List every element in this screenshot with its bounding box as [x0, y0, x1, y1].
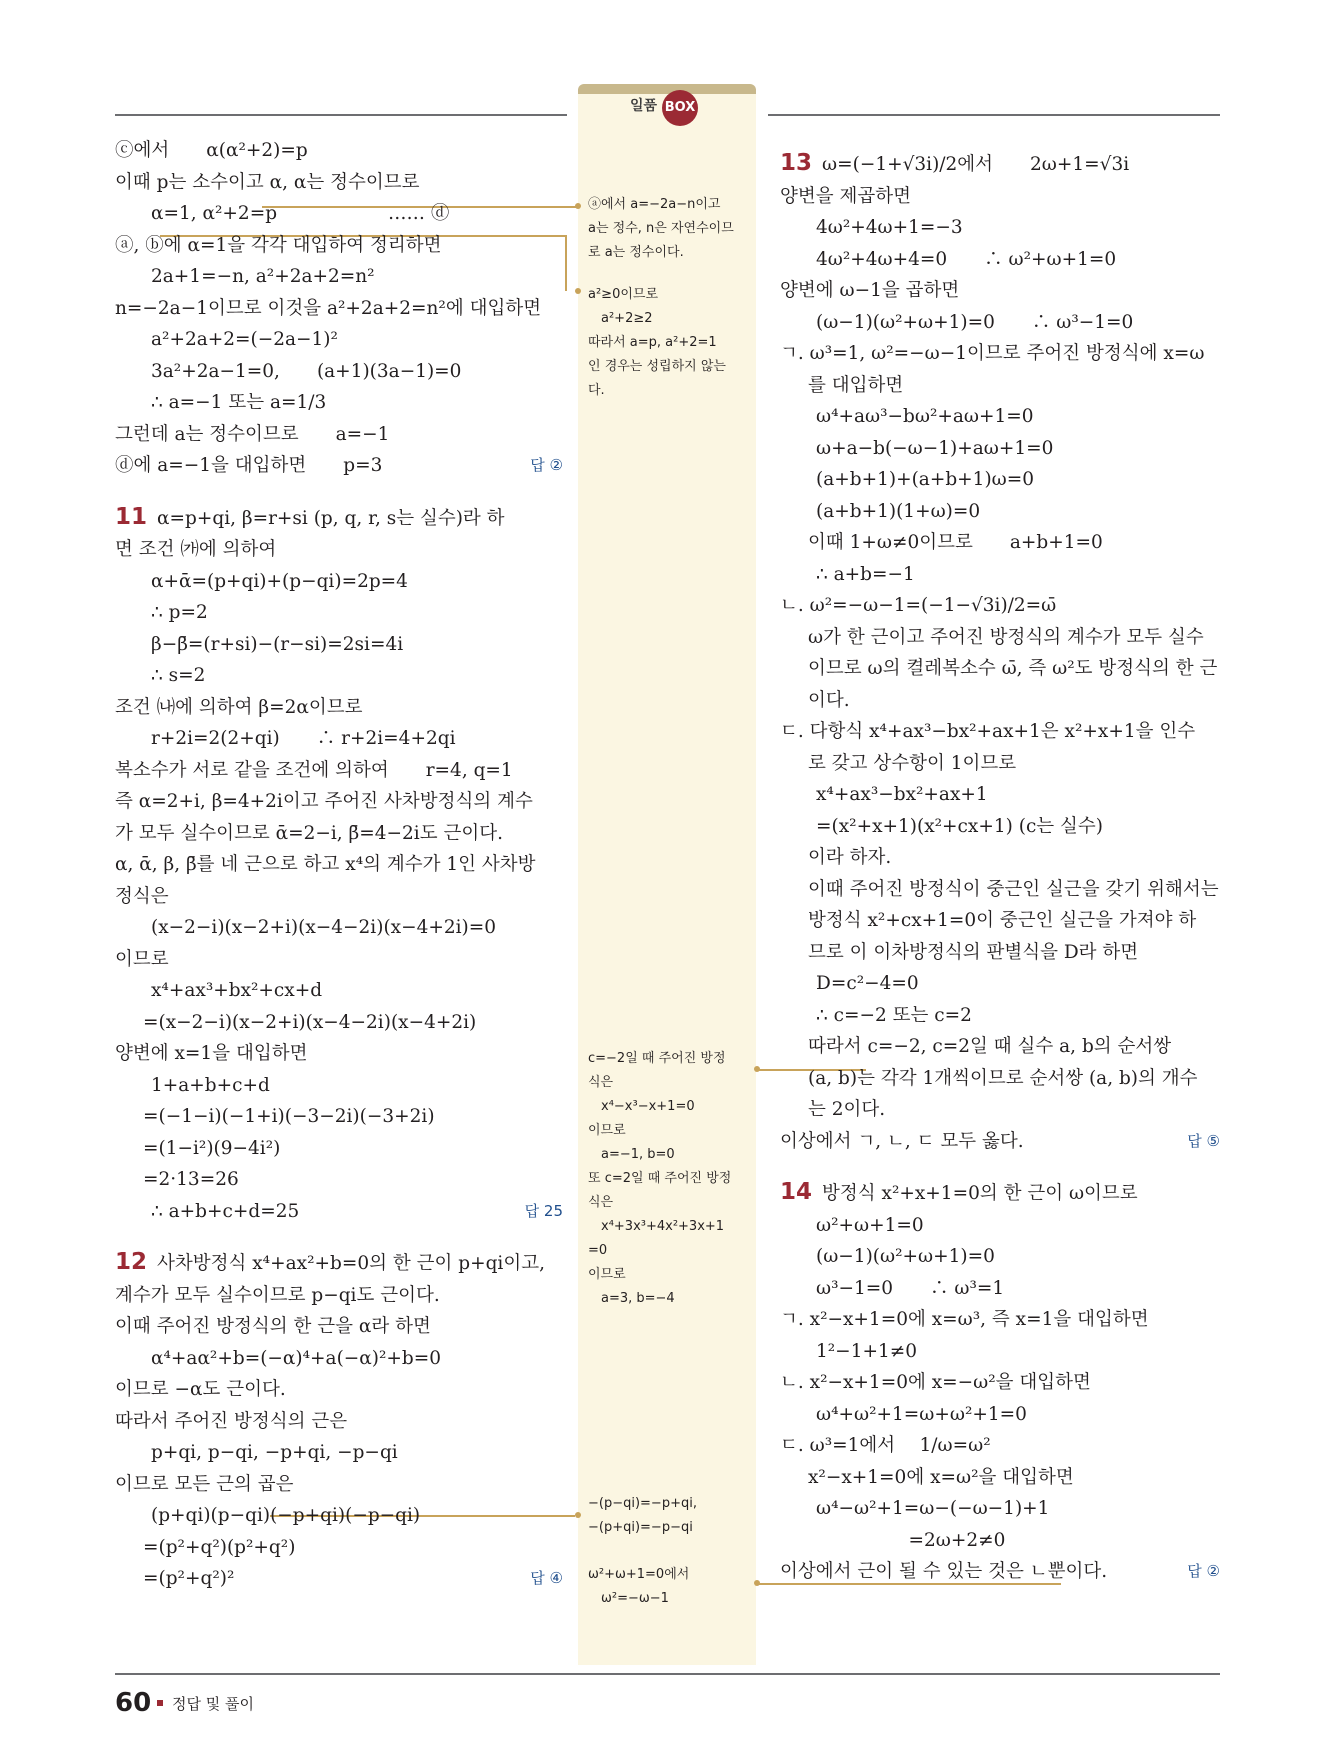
solution-line [115, 723, 563, 755]
solution-line [780, 653, 1220, 685]
line-text: ⓓ에 a=−1을 대입하면 p=3 [115, 455, 383, 476]
line-text: ∴ a=−1 또는 a=1/3 [151, 392, 327, 413]
paragraph-gap [115, 482, 563, 502]
solution-line [780, 1556, 1220, 1588]
solution-line [780, 1273, 1220, 1305]
line-text: 이상에서 근이 될 수 있는 것은 ㄴ뿐이다. [780, 1561, 1108, 1582]
solution-line [115, 975, 563, 1007]
solution-line [780, 1462, 1220, 1494]
line-text: ㄴ. ω²=−ω−1=(−1−√3i)/2=ω̄ [780, 595, 1057, 616]
line-text: 이라 하자. [808, 847, 892, 868]
line-text: 이때 주어진 방정식의 한 근을 α라 하면 [115, 1316, 431, 1337]
solution-line [115, 167, 563, 199]
side-note-line: ω²=−ω−1 [588, 1591, 669, 1606]
line-text: 이때 1+ω≠0이므로 a+b+1=0 [808, 532, 1103, 553]
line-text: (a+b+1)+(a+b+1)ω=0 [816, 469, 1035, 490]
line-text: 이므로 [115, 948, 169, 970]
line-text: D=c²−4=0 [816, 973, 919, 994]
side-note [588, 283, 750, 403]
solution-line [115, 818, 563, 850]
solution-line [115, 1070, 563, 1102]
line-text: =(p²+q²)(p²+q²) [143, 1536, 296, 1558]
line-text: 1²−1+1≠0 [816, 1340, 918, 1362]
line-text: =(−1−i)(−1+i)(−3−2i)(−3+2i) [143, 1106, 435, 1127]
solution-line [780, 968, 1220, 1000]
line-text: 조건 ㈏에 의하여 β=2α이므로 [115, 696, 363, 718]
solution-line [115, 944, 563, 976]
solution-line [115, 502, 563, 535]
side-note-line: a²+2≥2 [588, 311, 653, 326]
solution-line [780, 1031, 1220, 1063]
side-note-line: −(p−qi)=−p+qi, [588, 1496, 697, 1511]
line-text: 이므로 모든 근의 곱은 [115, 1473, 294, 1495]
line-text: 이므로 ω의 켤레복소수 ω̄, 즉 ω²도 방정식의 한 근 [808, 658, 1218, 679]
answer-mark: 답 ④ [530, 1569, 563, 1587]
solution-line [780, 1241, 1220, 1273]
line-text: n=−2a−1이므로 이것을 a²+2a+2=n²에 대입하면 [115, 297, 542, 319]
solution-line [780, 1126, 1220, 1158]
solution-line [780, 148, 1220, 181]
line-text: p+qi, p−qi, −p+qi, −p−qi [151, 1442, 398, 1463]
side-note-line: a는 정수, n은 자연수이므 [588, 221, 734, 236]
solution-line [780, 1000, 1220, 1032]
solution-line [780, 811, 1220, 843]
line-text: 4ω²+4ω+1=−3 [816, 217, 963, 238]
line-text: r+2i=2(2+qi) ∴ r+2i=4+2qi [151, 728, 456, 749]
solution-line [115, 1196, 563, 1228]
solution-line [780, 685, 1220, 717]
solution-line [115, 1280, 563, 1312]
line-text: ω⁴−ω²+1=ω−(−ω−1)+1 [816, 1498, 1050, 1519]
solution-line [115, 629, 563, 661]
solution-line [115, 135, 563, 167]
box-badge: BOX [662, 90, 698, 126]
solution-line [115, 293, 563, 325]
solution-line [780, 1063, 1220, 1095]
solution-line [115, 660, 563, 692]
solution-line [115, 1164, 563, 1196]
solution-line [115, 1247, 563, 1280]
solution-line [780, 748, 1220, 780]
box-title: 일품 [630, 98, 658, 114]
solution-line [780, 464, 1220, 496]
side-note-line: x⁴+3x³+4x²+3x+1 [588, 1219, 725, 1234]
line-text: 복소수가 서로 같을 조건에 의하여 r=4, q=1 [115, 759, 513, 781]
solution-line [115, 1101, 563, 1133]
line-text: 사차방정식 x⁴+ax²+b=0의 한 근이 p+qi이고, [157, 1253, 545, 1274]
solution-line [780, 401, 1220, 433]
solution-line [780, 1367, 1220, 1399]
line-text: x⁴+ax³+bx²+cx+d [151, 980, 323, 1001]
problem-number: 12 [115, 1249, 148, 1275]
side-note-line: =0 [588, 1243, 608, 1258]
solution-line [115, 1532, 563, 1564]
line-text: 이다. [808, 689, 850, 711]
line-text: ω+a−b(−ω−1)+aω+1=0 [816, 437, 1054, 459]
line-text: α, ᾱ, β, β̄를 네 근으로 하고 x⁴의 계수가 1인 사차방 [115, 854, 536, 875]
solution-line [780, 338, 1220, 370]
right-column [780, 148, 1220, 1588]
connector-dot [575, 1512, 581, 1518]
side-note-line: ⓐ에서 a=−2a−n이고 [588, 197, 721, 212]
side-note-line: 따라서 a=p, a²+2=1 [588, 335, 717, 350]
paragraph-gap [115, 1227, 563, 1247]
solution-line [780, 527, 1220, 559]
solution-line [115, 566, 563, 598]
solution-line [780, 1177, 1220, 1210]
line-text: 양변을 제곱하면 [780, 185, 911, 207]
solution-line [780, 842, 1220, 874]
line-text: 방정식 x²+x+1=0의 한 근이 ω이므로 [822, 1183, 1138, 1204]
solution-line [115, 1563, 563, 1595]
problem-number: 11 [115, 503, 148, 530]
solution-line [115, 1437, 563, 1469]
line-text: 방정식 x²+cx+1=0이 중근인 실근을 가져야 하 [808, 910, 1197, 931]
solution-line [115, 1038, 563, 1070]
line-text: 이상에서 ㄱ, ㄴ, ㄷ 모두 옳다. [780, 1130, 1024, 1152]
problem-number: 13 [780, 150, 813, 176]
line-text: ㄷ. ω³=1에서 1/ω=ω² [780, 1435, 991, 1456]
solution-line [780, 937, 1220, 969]
side-note-line: 인 경우는 성립하지 않는 [588, 359, 726, 374]
side-note-line: a²≥0이므로 [588, 287, 659, 302]
header-rule-left [115, 114, 567, 116]
ilpum-box-tab [578, 84, 756, 94]
solution-line [780, 1304, 1220, 1336]
page-number: 60 [115, 1688, 152, 1718]
side-note-line: a=3, b=−4 [588, 1291, 675, 1306]
line-text: ∴ a+b=−1 [816, 563, 915, 585]
solution-line [780, 1210, 1220, 1242]
connector-dot [575, 288, 581, 294]
side-note-line: 다. [588, 383, 605, 398]
solution-line [115, 1469, 563, 1501]
line-text: ω²+ω+1=0 [816, 1214, 924, 1236]
line-text: α=p+qi, β=r+si (p, q, r, s는 실수)라 하 [157, 507, 505, 529]
solution-line [780, 433, 1220, 465]
line-text: =(1−i²)(9−4i²) [143, 1137, 281, 1159]
line-text: (a+b+1)(1+ω)=0 [816, 500, 981, 522]
solution-line [115, 1007, 563, 1039]
solution-line [115, 198, 563, 230]
line-text: ω⁴+aω³−bω²+aω+1=0 [816, 406, 1034, 427]
solution-line [780, 181, 1220, 213]
line-text: β−β̄=(r+si)−(r−si)=2si=4i [151, 633, 404, 655]
solution-line [115, 692, 563, 724]
solution-line [115, 387, 563, 419]
footer-label: 정답 및 풀이 [172, 1695, 254, 1713]
solution-line [115, 1343, 563, 1375]
side-note-line: 또 c=2일 때 주어진 방정 [588, 1171, 732, 1186]
side-note-line: c=−2일 때 주어진 방정 [588, 1051, 726, 1066]
side-note-line: 이므로 [588, 1267, 626, 1282]
solution-line [115, 881, 563, 913]
line-text: α=1, α²+2=p …… ⓓ [151, 203, 450, 224]
line-text: (a, b)는 각각 1개씩이므로 순서쌍 (a, b)의 개수 [808, 1067, 1198, 1089]
solution-line [115, 1374, 563, 1406]
connector-line [565, 235, 567, 291]
solution-line [780, 212, 1220, 244]
solution-line [780, 905, 1220, 937]
solution-line [780, 496, 1220, 528]
solution-line [115, 849, 563, 881]
line-text: ⓐ, ⓑ에 α=1을 각각 대입하여 정리하면 [115, 234, 442, 256]
line-text: =(x²+x+1)(x²+cx+1) (c는 실수) [816, 815, 1104, 837]
solution-line [115, 419, 563, 451]
solution-line [780, 779, 1220, 811]
line-text: 즉 α=2+i, β=4+2i이고 주어진 사차방정식의 계수 [115, 791, 533, 812]
side-note [588, 1492, 750, 1540]
header-rule-right [768, 114, 1220, 116]
line-text: 양변에 x=1을 대입하면 [115, 1043, 308, 1064]
solution-line [780, 244, 1220, 276]
line-text: 양변에 ω−1을 곱하면 [780, 280, 960, 301]
left-column [115, 135, 563, 1595]
side-note-line: 로 a는 정수이다. [588, 245, 684, 260]
solution-line [115, 450, 563, 482]
solution-line [115, 786, 563, 818]
line-text: x⁴+ax³−bx²+ax+1 [816, 784, 988, 805]
line-text: x²−x+1=0에 x=ω²을 대입하면 [808, 1466, 1074, 1488]
line-text: 정식은 [115, 885, 169, 907]
solution-line [780, 1336, 1220, 1368]
line-text: ω³−1=0 ∴ ω³=1 [816, 1277, 1005, 1299]
solution-line [780, 1094, 1220, 1126]
line-text: 를 대입하면 [808, 374, 904, 396]
line-text: ∴ s=2 [151, 665, 206, 686]
line-text: α⁴+aα²+b=(−α)⁴+a(−α)²+b=0 [151, 1347, 442, 1369]
solution-line [115, 1311, 563, 1343]
line-text: 므로 이 이차방정식의 판별식을 D라 하면 [808, 941, 1139, 963]
footer-rule [115, 1673, 1220, 1675]
solution-line [115, 261, 563, 293]
line-text: 가 모두 실수이므로 ᾱ=2−i, β̄=4−2i도 근이다. [115, 822, 503, 844]
solution-line [780, 370, 1220, 402]
line-text: ㄱ. ω³=1, ω²=−ω−1이므로 주어진 방정식에 x=ω [780, 343, 1205, 364]
solution-line [780, 559, 1220, 591]
solution-line [115, 324, 563, 356]
line-text: 4ω²+4ω+4=0 ∴ ω²+ω+1=0 [816, 248, 1117, 270]
solution-line [780, 716, 1220, 748]
line-text: (p+qi)(p−qi)(−p+qi)(−p−qi) [151, 1505, 421, 1526]
line-text: 로 갖고 상수항이 1이므로 [808, 752, 1017, 774]
line-text: (ω−1)(ω²+ω+1)=0 [816, 1246, 995, 1267]
solution-line [780, 1430, 1220, 1462]
line-text: α+ᾱ=(p+qi)+(p−qi)=2p=4 [151, 570, 408, 592]
solution-line [780, 874, 1220, 906]
line-text: ω=(−1+√3i)/2에서 2ω+1=√3i [822, 154, 1130, 175]
solution-line [780, 275, 1220, 307]
answer-mark: 답 25 [524, 1201, 563, 1220]
line-text: 1+a+b+c+d [151, 1074, 270, 1096]
solution-line [780, 307, 1220, 339]
side-note-line: ω²+ω+1=0에서 [588, 1567, 690, 1582]
line-text: 그런데 a는 정수이므로 a=−1 [115, 423, 390, 445]
line-text: ㄷ. 다항식 x⁴+ax³−bx²+ax+1은 x²+x+1을 인수 [780, 721, 1196, 742]
side-note-line: 식은 [588, 1195, 614, 1210]
side-note-line: a=−1, b=0 [588, 1147, 675, 1162]
solution-line [780, 590, 1220, 622]
line-text: 3a²+2a−1=0, (a+1)(3a−1)=0 [151, 360, 462, 382]
line-text: ⓒ에서 α(α²+2)=p [115, 140, 308, 161]
side-note [588, 193, 750, 265]
line-text: =(p²+q²)² [143, 1568, 235, 1589]
side-note-line: x⁴−x³−x+1=0 [588, 1099, 695, 1114]
solution-line [780, 622, 1220, 654]
line-text: =(x−2−i)(x−2+i)(x−4−2i)(x−4+2i) [143, 1011, 477, 1033]
line-text: =2ω+2≠0 [816, 1529, 1006, 1551]
answer-mark: 답 ② [1187, 1562, 1220, 1580]
solution-line [115, 1500, 563, 1532]
line-text: ∴ c=−2 또는 c=2 [816, 1004, 972, 1026]
solution-line [115, 356, 563, 388]
answer-mark: 답 ② [530, 456, 563, 474]
line-text: ω가 한 근이고 주어진 방정식의 계수가 모두 실수 [808, 626, 1204, 648]
line-text: ω⁴+ω²+1=ω+ω²+1=0 [816, 1403, 1027, 1425]
side-note [588, 1563, 750, 1611]
line-text: ㄱ. x²−x+1=0에 x=ω³, 즉 x=1을 대입하면 [780, 1309, 1149, 1330]
line-text: 따라서 c=−2, c=2일 때 실수 a, b의 순서쌍 [808, 1036, 1172, 1057]
line-text: ∴ a+b+c+d=25 [151, 1200, 300, 1222]
side-note [588, 1047, 750, 1311]
solution-line [115, 534, 563, 566]
line-text: ∴ p=2 [151, 602, 208, 623]
paragraph-gap [780, 1157, 1220, 1177]
line-text: 2a+1=−n, a²+2a+2=n² [151, 266, 375, 287]
solution-line [115, 755, 563, 787]
line-text: 면 조건 ㈎에 의하여 [115, 539, 277, 560]
solution-line [115, 597, 563, 629]
solution-line [115, 1133, 563, 1165]
line-text: 따라서 주어진 방정식의 근은 [115, 1410, 348, 1432]
line-text: 이때 주어진 방정식이 중근인 실근을 갖기 위해서는 [808, 878, 1219, 900]
solution-line [115, 1406, 563, 1438]
footer-bullet [157, 1700, 163, 1706]
line-text: a²+2a+2=(−2a−1)² [151, 329, 338, 350]
line-text: 이때 p는 소수이고 α, α는 정수이므로 [115, 171, 420, 193]
line-text: (ω−1)(ω²+ω+1)=0 ∴ ω³−1=0 [816, 311, 1134, 333]
line-text: (x−2−i)(x−2+i)(x−4−2i)(x−4+2i)=0 [151, 917, 497, 938]
answer-mark: 답 ⑤ [1187, 1131, 1220, 1150]
side-note-line: 식은 [588, 1075, 614, 1090]
line-text: 이므로 −α도 근이다. [115, 1379, 286, 1400]
solution-line [780, 1399, 1220, 1431]
line-text: ㄴ. x²−x+1=0에 x=−ω²을 대입하면 [780, 1372, 1091, 1393]
solution-line [115, 912, 563, 944]
side-note-line: −(p+qi)=−p−qi [588, 1520, 693, 1535]
solution-line [115, 230, 563, 262]
solution-line [780, 1493, 1220, 1525]
line-text: 계수가 모두 실수이므로 p−qi도 근이다. [115, 1284, 440, 1306]
problem-number: 14 [780, 1179, 813, 1205]
line-text: =2·13=26 [143, 1169, 239, 1190]
line-text: 는 2이다. [808, 1099, 886, 1120]
solution-line [780, 1525, 1220, 1557]
side-note-line: 이므로 [588, 1123, 626, 1138]
